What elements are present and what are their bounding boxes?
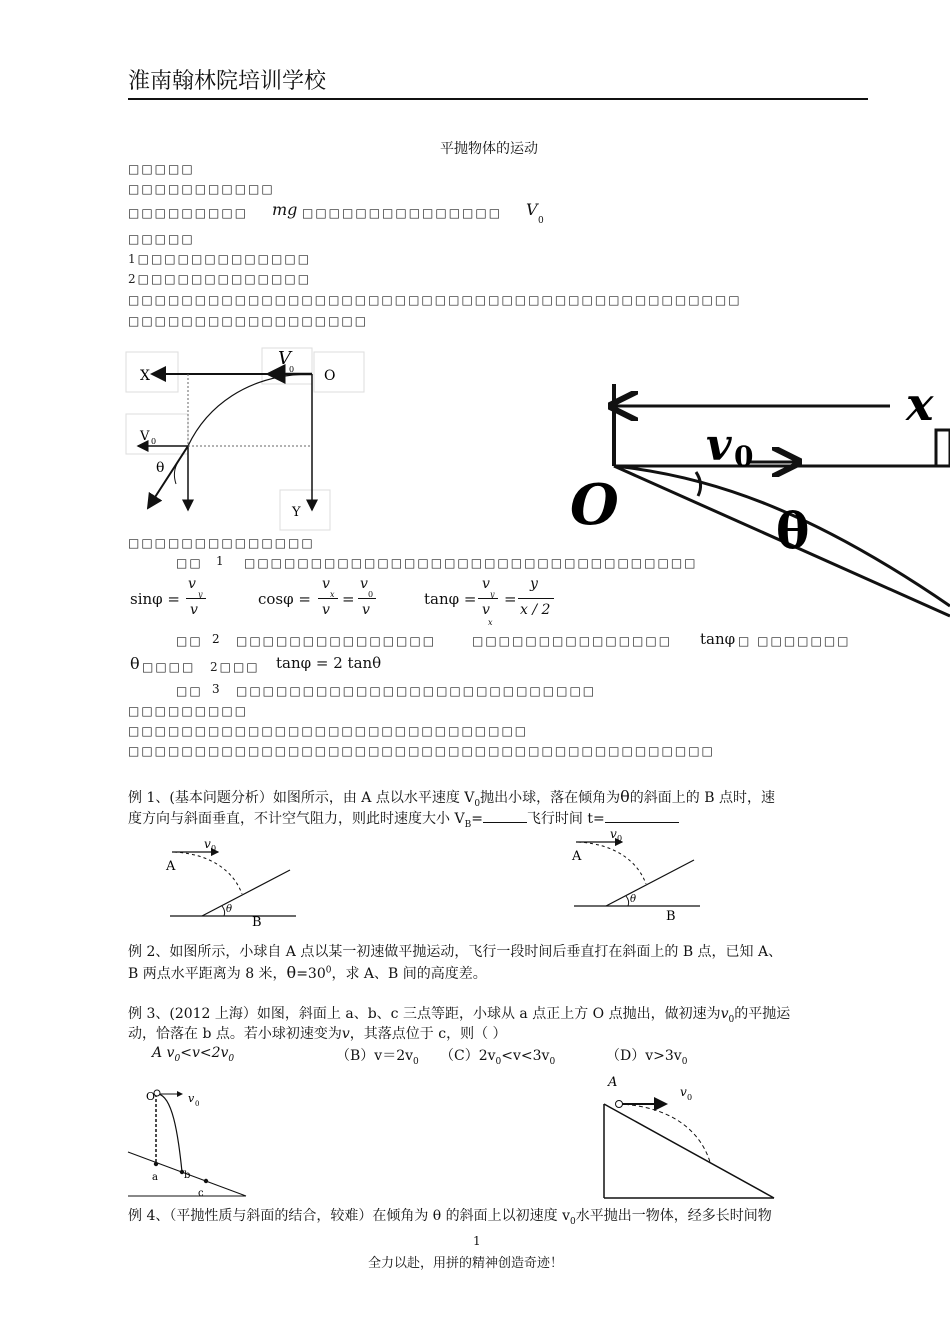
formula-denominator: v xyxy=(322,602,330,618)
formula-numerator: v xyxy=(360,576,368,592)
velocity-label: V xyxy=(278,348,291,369)
velocity-label: v xyxy=(680,1085,687,1099)
formula-tan-relation: tanφ = 2 tanθ xyxy=(276,654,382,672)
fraction-bar xyxy=(186,598,206,599)
initial-velocity-subscript: 0 xyxy=(734,440,754,473)
origin-label: O xyxy=(324,368,336,384)
projectile-diagram xyxy=(126,348,366,538)
example-2-line-1: 例 2、如图所示，小球自 A 点以某一初速做平抛运动，飞行一段时间后垂直打在斜面上的 B 点，已知 A、 xyxy=(128,944,783,960)
conclusion-number: 3 xyxy=(212,682,220,696)
conclusion-label: □□ xyxy=(176,556,203,570)
conclusion-number: 1 xyxy=(216,554,224,568)
example-3-line-2: 动，恰落在 b 点。若小球初速变为v，其落点位于 c，则（ ） xyxy=(128,1026,507,1042)
option-d[interactable]: $(D)v>3v_0$ xyxy=(606,1048,688,1067)
example-1-figure-left xyxy=(164,836,304,930)
angle-label: θ xyxy=(630,894,637,905)
formula-denominator: v xyxy=(482,602,490,618)
formula-numerator: y xyxy=(530,576,538,592)
body-line: □□□□□□□□□□□ xyxy=(128,182,275,196)
page-number: 1 xyxy=(473,1234,481,1248)
example-2-line-2: B 两点水平距离为 8 米，$\theta=30^0$，求 A、B 间的高度差。 xyxy=(128,963,487,982)
formula-tanphi: tanφ xyxy=(700,630,736,648)
answer-blank[interactable] xyxy=(483,810,527,823)
conclusion-text: 2□□□ xyxy=(210,660,260,674)
velocity-subscript: 0 xyxy=(687,1093,693,1102)
conclusion-text: □□□□□□□□□□□□□□□□□□□□□□□□□□□ xyxy=(236,684,597,698)
math-v: V xyxy=(526,200,538,219)
conclusion-text: □□□□□□□□□□□□□□□ xyxy=(472,634,673,648)
velocity-subscript: 0 xyxy=(195,1100,200,1108)
velocity-label: V xyxy=(140,429,150,444)
example-4-line-1: 例 4、（平抛性质与斜面的结合，较难）在倾角为 θ 的斜面上以初速度 $v_0$水平抛出一物体，经多长时间物 xyxy=(128,1208,772,1227)
point-a-label: A xyxy=(608,1075,618,1090)
formula-subscript: x xyxy=(488,618,493,627)
origin-label: O xyxy=(570,472,619,538)
point-b-label: B xyxy=(252,915,262,930)
formula-equals: = xyxy=(504,590,517,608)
body-line: □□□□□□□□□□□□□□ xyxy=(128,536,315,550)
conclusion-number: 2 xyxy=(212,632,220,646)
fraction-bar xyxy=(358,598,376,599)
footer-motto: 全力以赴，用拼的精神创造奇迹！ xyxy=(368,1256,564,1271)
formula-theta: θ xyxy=(130,654,140,673)
answer-blank[interactable] xyxy=(605,810,679,823)
option-b[interactable]: $(B)v=2v_0$ xyxy=(336,1048,419,1067)
body-line: □□□□□□□□□□□□□□□ xyxy=(302,206,503,220)
example-3-figure-left xyxy=(126,1082,256,1202)
body-line: □□□□□□□□□□□□□□□□□□□□□□□□□□□□□□□□□□□□□□□□□□□□ xyxy=(128,744,715,758)
formula-numerator: v xyxy=(322,576,330,592)
math-mg: mg xyxy=(272,200,298,219)
body-line: 2□□□□□□□□□□□□□ xyxy=(128,272,312,286)
point-b-label: b xyxy=(184,1170,191,1181)
velocity-label: v xyxy=(188,1092,195,1105)
point-a-label: A xyxy=(572,849,582,864)
conclusion-text: □□□□□□□□□□□□□□□□□□□□□□□□□□□□□□□□□□ xyxy=(244,556,698,570)
option-a[interactable]: A $v_0<v<2v_0$ xyxy=(152,1045,235,1064)
distance-x-label: x xyxy=(906,377,934,431)
formula-sin: sinφ = xyxy=(130,590,180,608)
conclusion-label: □□ xyxy=(176,634,203,648)
formula-subscript: y xyxy=(490,590,495,599)
formula-subscript: y xyxy=(198,590,203,599)
option-c[interactable]: $(C)2v_0<v<3v_0$ xyxy=(440,1048,556,1067)
velocity-subscript: 0 xyxy=(617,834,623,843)
page-title: 平抛物体的运动 xyxy=(440,141,538,157)
conclusion-text: □ □□□□□□□ xyxy=(738,634,851,648)
initial-velocity-label: v xyxy=(706,420,732,471)
body-line: □□□□□□□□□□□□□□□□□□□□□□□□□□□□□□ xyxy=(128,724,529,738)
point-b-label: B xyxy=(666,909,676,924)
fraction-bar xyxy=(518,598,554,599)
velocity-subscript: 0 xyxy=(289,365,295,374)
body-line: □□□□□□□□□ xyxy=(128,704,249,718)
example-1-figure-right xyxy=(570,826,710,924)
formula-cos: cosφ = xyxy=(258,590,311,608)
body-line: □□□□□ xyxy=(128,162,195,176)
point-o-label: O xyxy=(146,1090,156,1103)
body-line: □□□□□□□□□□□□□□□□□□ xyxy=(128,314,369,328)
example-3-line-1: 例 3、(2012 上海）如图，斜面上 a、b、c 三点等距，小球从 a 点正上方 O 点抛出，做初速为$v_0$的平抛运 xyxy=(128,1006,791,1025)
point-a-label: A xyxy=(166,859,176,874)
example-3-figure-right xyxy=(600,1070,780,1202)
angle-label: θ xyxy=(156,460,165,476)
header-school-name: 淮南翰林院培训学校 xyxy=(128,69,327,94)
conclusion-text: □□□□ xyxy=(142,660,196,674)
point-a-label: a xyxy=(152,1172,158,1183)
body-line: □□□□□□□□□□□□□□□□□□□□□□□□□□□□□□□□□□□□□□□□□□□□□□ xyxy=(128,293,742,307)
body-line: □□□□□ xyxy=(128,232,195,246)
formula-numerator: v xyxy=(482,576,490,592)
formula-denominator: x / 2 xyxy=(520,602,551,618)
axis-y-label: Y xyxy=(292,505,301,520)
formula-denominator: v xyxy=(190,602,198,618)
formula-numerator: v xyxy=(188,576,196,592)
axis-x-label: X xyxy=(140,368,150,384)
point-c-label: c xyxy=(198,1188,204,1199)
formula-subscript: 0 xyxy=(368,590,374,599)
formula-denominator: v xyxy=(362,602,370,618)
conclusion-label: □□ xyxy=(176,684,203,698)
angle-label: θ xyxy=(776,501,810,560)
header-divider xyxy=(128,98,868,100)
fraction-bar xyxy=(318,598,338,599)
body-line: 1□□□□□□□□□□□□□ xyxy=(128,252,312,266)
fraction-bar xyxy=(478,598,498,599)
example-1-line-1: 例 1、(基本问题分析）如图所示，由 A 点以水平速度 $V_0$抛出小球，落在倾角为θ的斜面上的 B 点时，速 xyxy=(128,787,775,809)
example-1-line-2: 度方向与斜面垂直，不计空气阻力，则此时速度大小 $V_B=$ 飞行时间 t= xyxy=(128,808,679,830)
velocity-subscript: 0 xyxy=(151,437,157,446)
conclusion-text: □□□□□□□□□□□□□□□ xyxy=(236,634,437,648)
formula-subscript: x xyxy=(330,590,335,599)
math-subscript: 0 xyxy=(538,216,544,226)
angle-label: θ xyxy=(226,904,233,915)
velocity-subscript: 0 xyxy=(211,844,217,853)
velocity-label: v xyxy=(204,837,211,851)
incline-diagram-large xyxy=(570,377,934,640)
body-line: □□□□□□□□□ xyxy=(128,206,249,220)
formula-equals: = xyxy=(342,590,355,608)
velocity-label: v xyxy=(610,827,617,841)
formula-tan: tanφ = xyxy=(424,590,477,608)
